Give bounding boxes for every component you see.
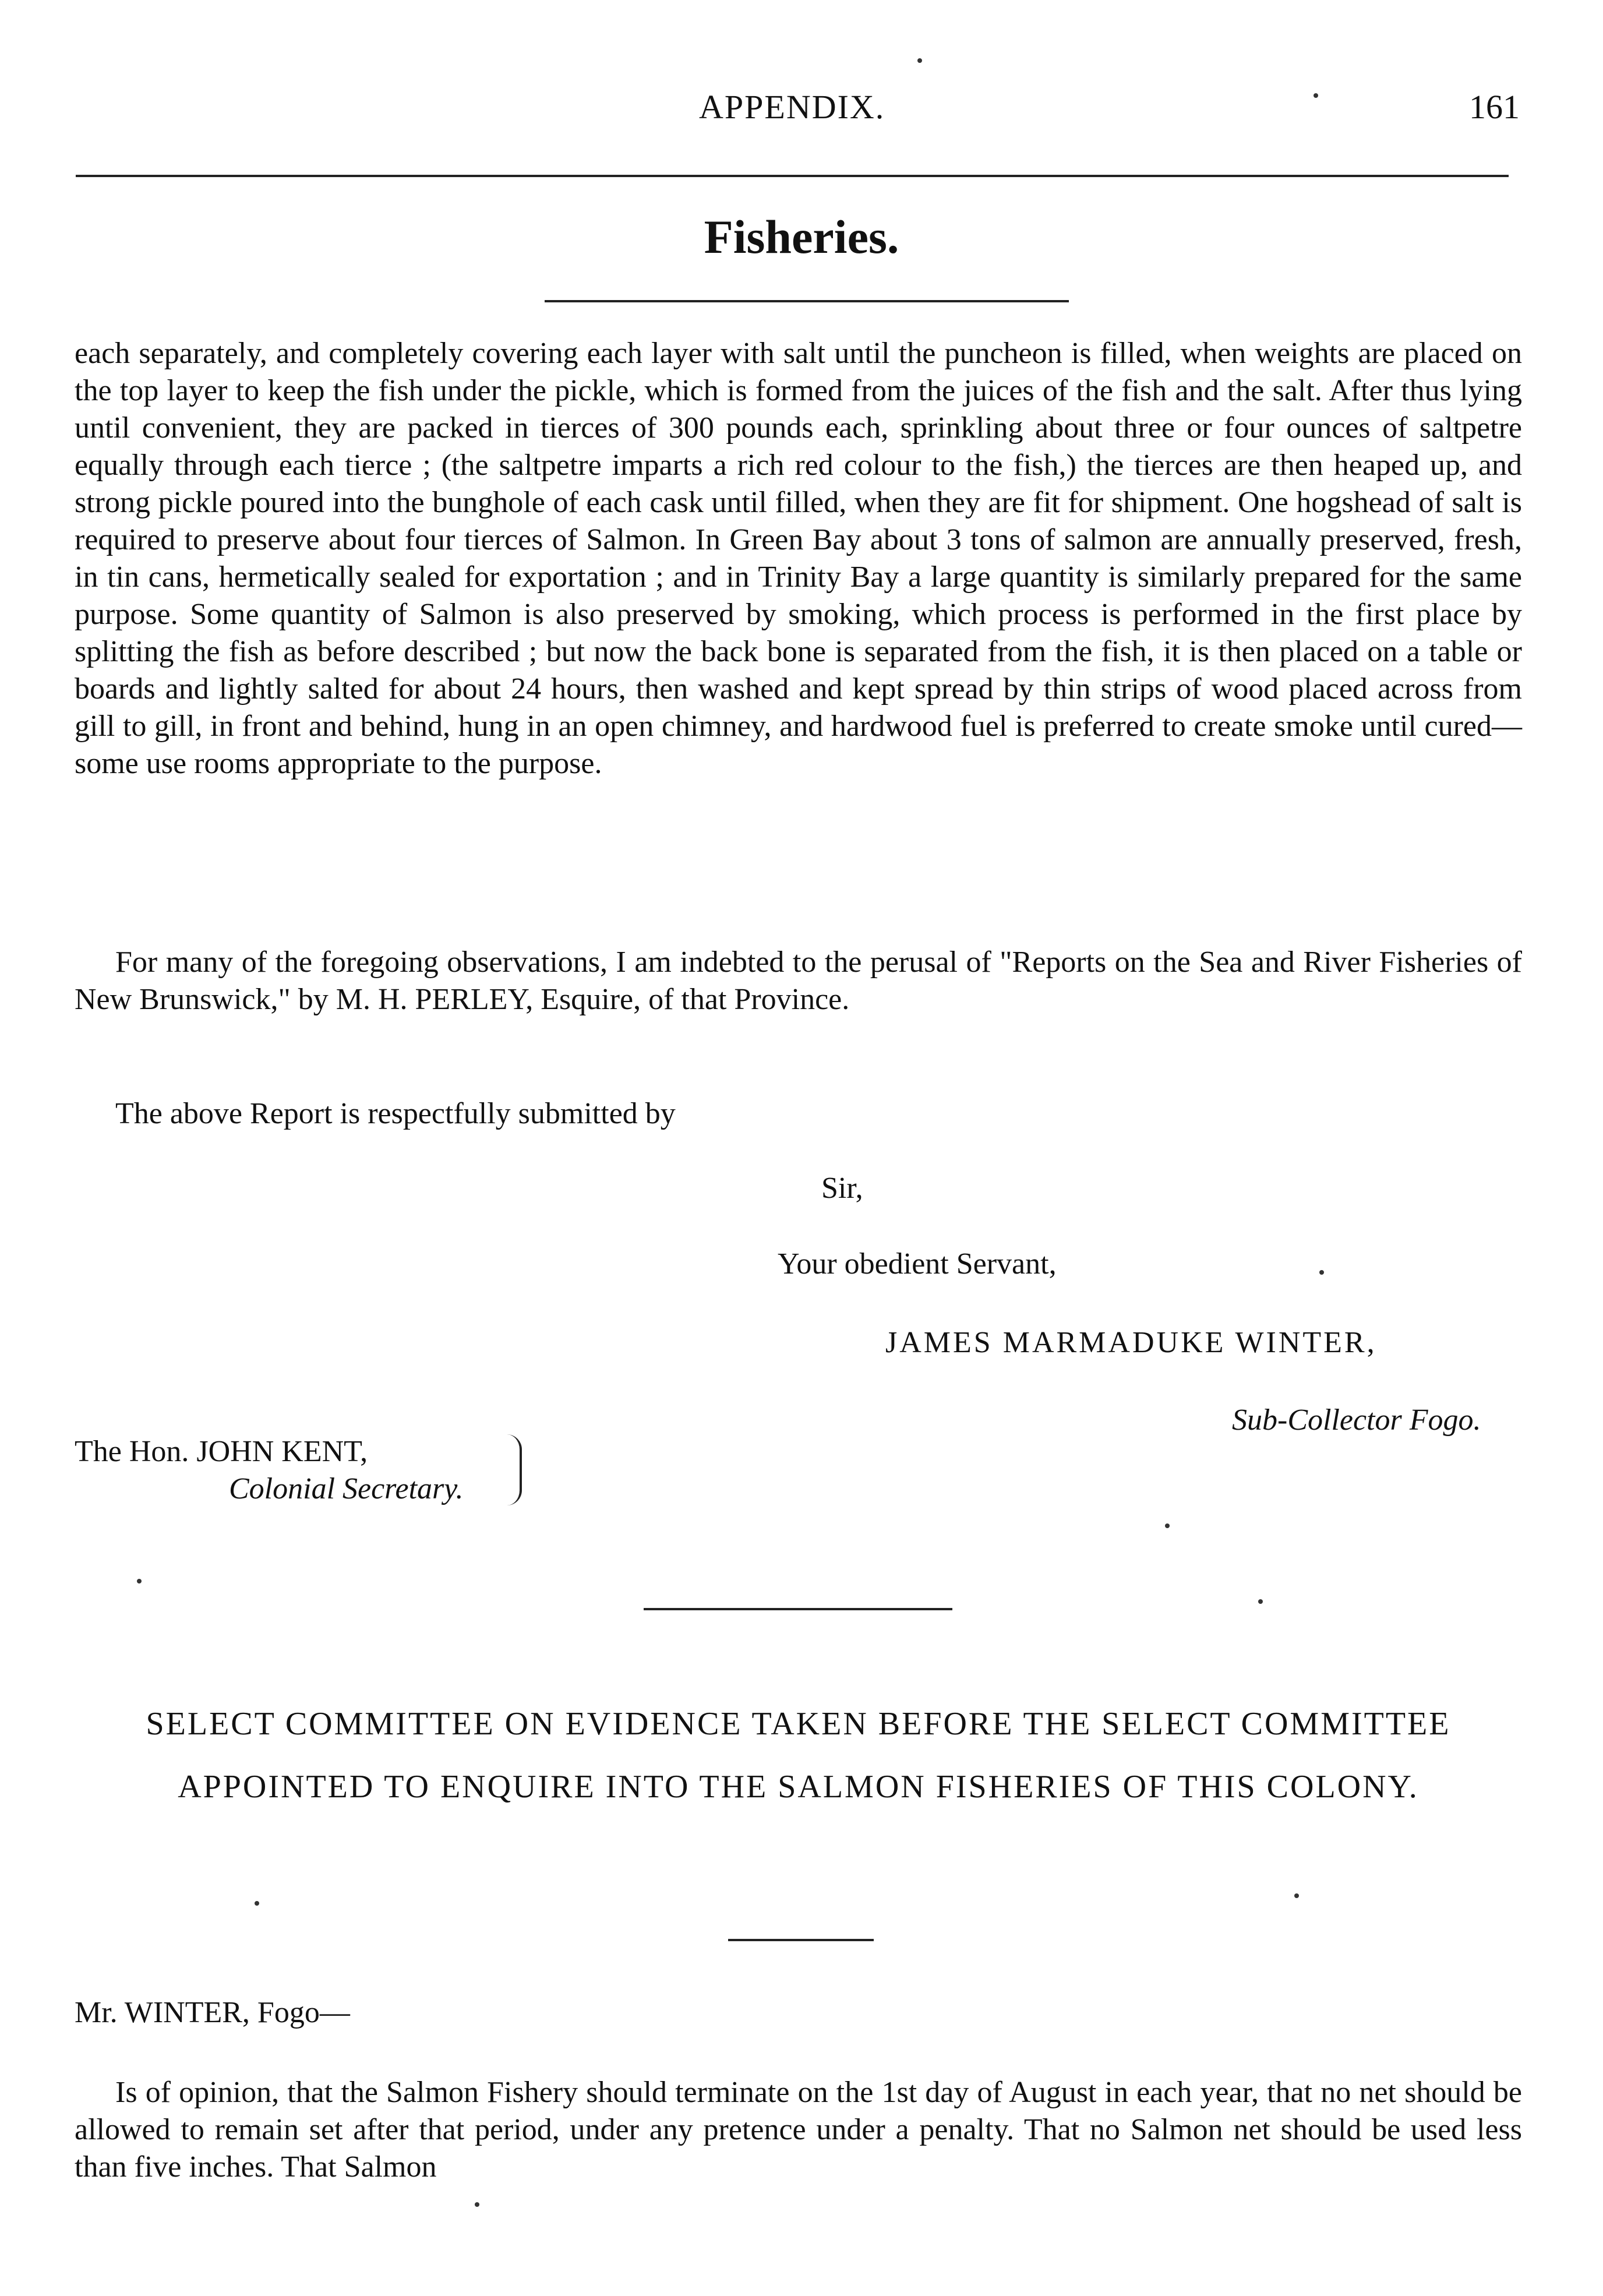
print-speck (1258, 1599, 1263, 1604)
body-paragraph-3: The above Report is respectfully submitted by (115, 1097, 676, 1130)
print-speck (475, 2202, 479, 2207)
print-speck (1319, 1270, 1324, 1275)
witness-name: Mr. WINTER, Fogo— (75, 1996, 350, 2029)
committee-rule (728, 1939, 874, 1941)
print-speck (1314, 93, 1318, 98)
heading-rule (545, 300, 1069, 302)
body-paragraph-2: For many of the foregoing observations, I am indebted to the perusal of "Reports on the Sea and River Fisheries of New Brunswick," by M. H. PERLEY, Esquire, of that Province. (75, 946, 1522, 1016)
addressee-office: Colonial Secretary. (229, 1472, 464, 1505)
print-speck (917, 58, 922, 63)
addressee-name: The Hon. JOHN KENT, (75, 1435, 368, 1468)
addressee-block (75, 1433, 463, 1508)
print-speck (1165, 1523, 1170, 1528)
header-rule (76, 175, 1509, 177)
page-number: 161 (1469, 88, 1520, 126)
section-heading: Fisheries. (704, 210, 899, 263)
section-divider (644, 1608, 952, 1610)
addressee-brace (507, 1434, 522, 1505)
committee-heading: SELECT COMMITTEE ON EVIDENCE TAKEN BEFORE THE SELECT COMMITTEE APPOINTED TO ENQUIRE INTO THE SALMON FISHERIES OF THIS COLONY. (146, 1706, 1451, 1805)
running-header: APPENDIX. (699, 88, 885, 126)
print-speck (137, 1579, 142, 1583)
salutation: Sir, (821, 1172, 863, 1205)
evidence-paragraph: Is of opinion, that the Salmon Fishery should terminate on the 1st day of August in each year, that no net should be allowed to remain set after that period, under any pretence under a penalty. That no Salmon net should be used less than five inches. That Salmon (75, 2076, 1522, 2184)
print-speck (255, 1901, 259, 1906)
body-paragraph-1: each separately, and completely covering each layer with salt until the puncheon is filled, when weights are placed on the top layer to keep the fish under the pickle, which is formed from the juices of the fish and the salt. After thus lying until convenient, they are packed in tierces of 300 pounds each, sprinkling about three or four ounces of saltpetre equally through each tierce ; (the saltpetre imparts a rich red colour to the fish,) the tierces are then heaped up, and strong pickle poured into the bunghole of each cask until filled, when they are fit for shipment. One hogshead of salt is required to preserve about four tierces of Salmon. In Green Bay about 3 tons of salmon are annually preserved, fresh, in tin cans, hermetically sealed for exportation ; and in Trinity Bay a large quantity is similarly prepared for the same purpose. Some quantity of Salmon is also preserved by smoking, which process is performed in the first place by splitting the fish as before described ; but now the back bone is separated from the fish, it is then placed on a table or boards and lightly salted for about 24 hours, then washed and kept spread by thin strips of wood placed across from gill to gill, in front and behind, hung in an open chimney, and hardwood fuel is preferred to create smoke until cured—some use rooms appropriate to the purpose. (75, 337, 1522, 780)
signature-name: JAMES MARMADUKE WINTER, (885, 1326, 1377, 1359)
signer-title: Sub-Collector Fogo. (1232, 1403, 1481, 1437)
print-speck (1294, 1893, 1299, 1898)
closing-servant: Your obedient Servant, (778, 1247, 1057, 1281)
